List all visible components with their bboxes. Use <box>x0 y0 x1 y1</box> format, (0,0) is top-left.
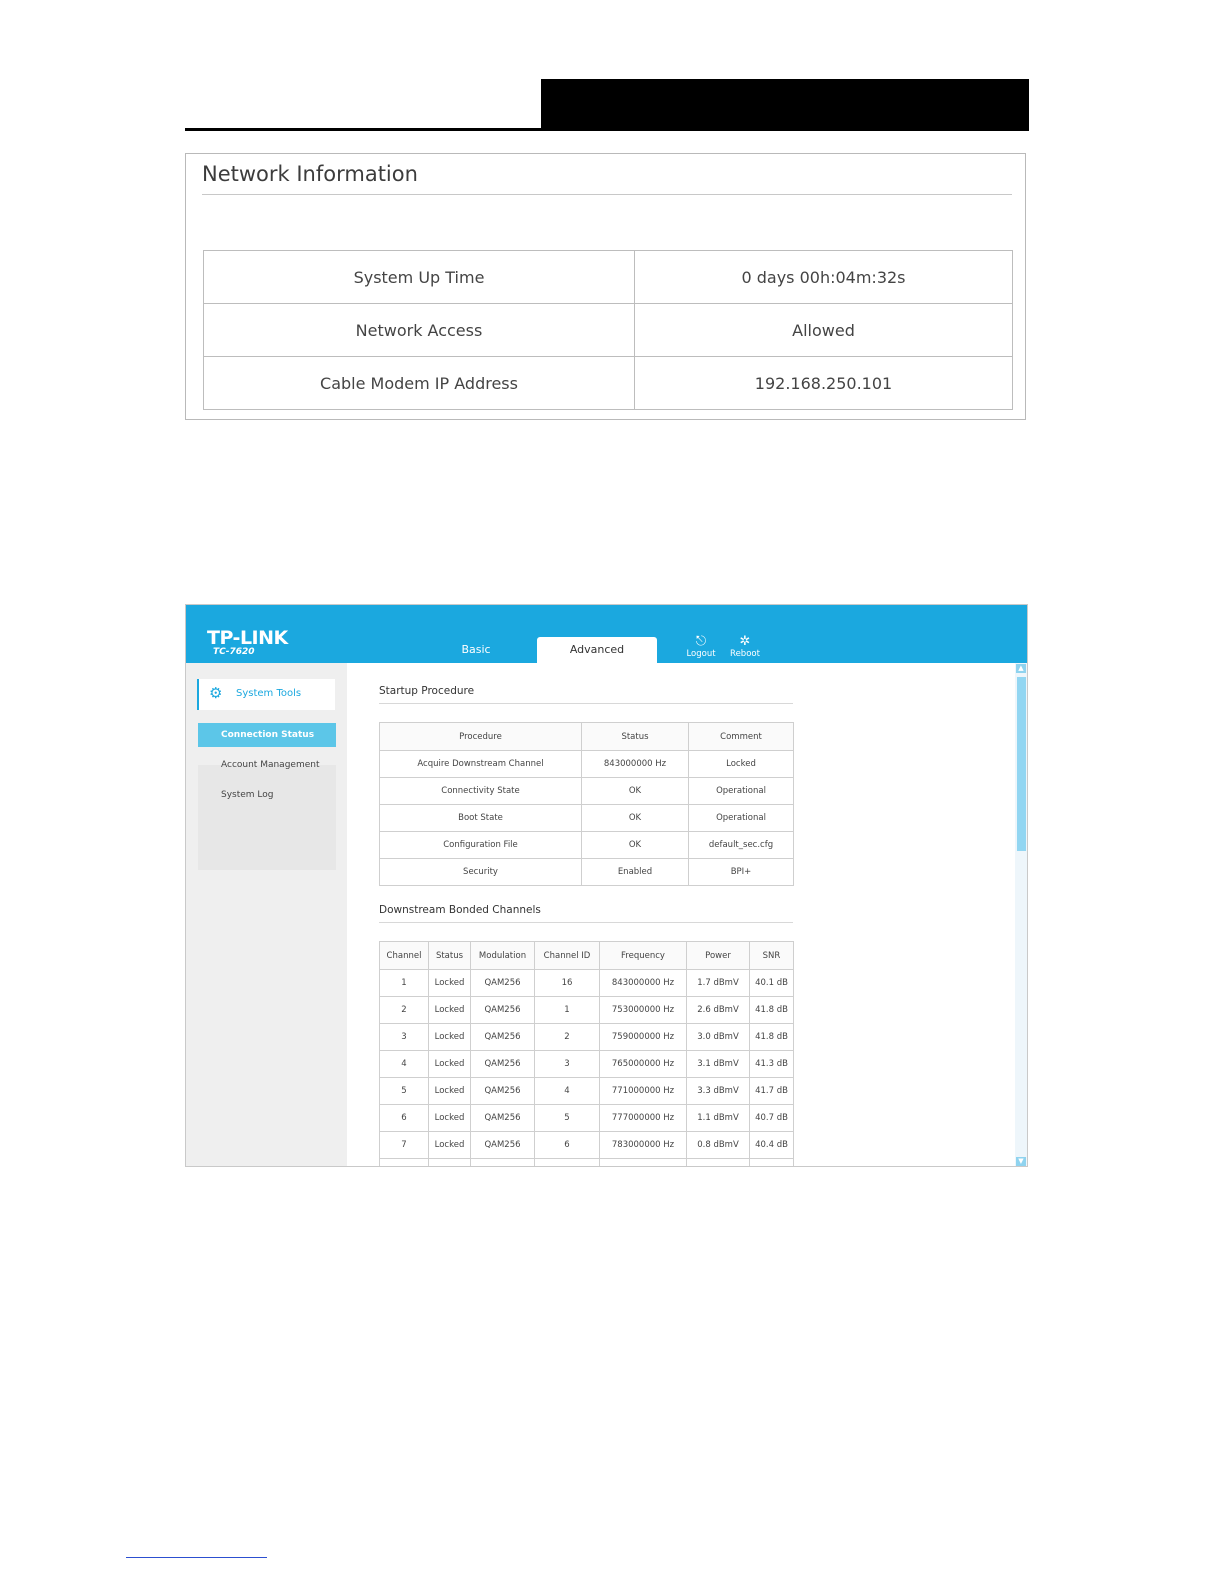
scroll-down-icon[interactable]: ▼ <box>1016 1157 1026 1166</box>
table-row <box>380 1078 794 1105</box>
table-cell: 843000000 Hz <box>582 751 689 778</box>
row-label: System Up Time <box>204 251 635 304</box>
downstream-channels-table <box>379 941 794 1167</box>
table-cell: 41.7 dB <box>750 1078 794 1105</box>
table-cell: 41.8 dB <box>750 997 794 1024</box>
table-cell: Locked <box>429 1078 471 1105</box>
table-cell: Locked <box>429 997 471 1024</box>
table-cell: 6 <box>380 1105 429 1132</box>
reboot-label: Reboot <box>730 649 760 659</box>
logout-icon: ⎋ <box>695 634 707 649</box>
table-cell: 40.7 dB <box>750 1105 794 1132</box>
row-value: 192.168.250.101 <box>635 357 1013 410</box>
main-content <box>347 663 1015 1167</box>
title-divider <box>202 194 1012 195</box>
table-cell: 40.1 dB <box>750 970 794 997</box>
table-cell: QAM256 <box>471 970 535 997</box>
table-cell: 7 <box>380 1132 429 1159</box>
table-cell: 765000000 Hz <box>600 1051 687 1078</box>
column-header: Channel ID <box>535 942 600 970</box>
sidebar-submenu <box>198 765 336 870</box>
table-row <box>380 832 794 859</box>
table-row <box>380 859 794 886</box>
table-cell: Security <box>380 859 582 886</box>
gear-icon: ⚙ <box>209 684 223 702</box>
table-cell: 1 <box>535 997 600 1024</box>
table-cell: 1.1 dBmV <box>687 1105 750 1132</box>
table-cell: Operational <box>689 805 794 832</box>
section-divider <box>379 703 793 704</box>
column-header: Status <box>429 942 471 970</box>
logout-label: Logout <box>686 649 716 659</box>
sidebar-item-connection-status[interactable]: Connection Status <box>198 723 336 747</box>
column-header: Power <box>687 942 750 970</box>
table-cell: Acquire Downstream Channel <box>380 751 582 778</box>
table-cell: 3.1 dBmV <box>687 1051 750 1078</box>
table-row <box>380 1132 794 1159</box>
table-cell: 1 <box>380 970 429 997</box>
table-cell: OK <box>582 778 689 805</box>
table-cell: Connectivity State <box>380 778 582 805</box>
table-row <box>380 805 794 832</box>
table-row <box>380 970 794 997</box>
header-rule <box>185 128 541 131</box>
startup-procedure-table <box>379 722 794 886</box>
table-row <box>380 778 794 805</box>
row-value: Allowed <box>635 304 1013 357</box>
column-header: SNR <box>750 942 794 970</box>
router-ui-screenshot <box>185 604 1028 1167</box>
column-header: Procedure <box>380 723 582 751</box>
table-cell: 41.8 dB <box>750 1024 794 1051</box>
table-row <box>204 357 1013 410</box>
tab-basic[interactable]: Basic <box>461 643 491 656</box>
top-bar <box>186 605 1027 663</box>
logout-button[interactable] <box>681 635 721 659</box>
table-cell: QAM256 <box>471 997 535 1024</box>
table-cell: QAM256 <box>471 1105 535 1132</box>
row-label: Cable Modem IP Address <box>204 357 635 410</box>
tab-advanced[interactable]: Advanced <box>537 637 657 663</box>
table-cell: QAM256 <box>471 1024 535 1051</box>
table-header-row <box>380 723 794 751</box>
column-header: Status <box>582 723 689 751</box>
table-row <box>380 1024 794 1051</box>
table-cell: 2.6 dBmV <box>687 997 750 1024</box>
table-cell: 777000000 Hz <box>600 1105 687 1132</box>
table-row <box>204 304 1013 357</box>
footer-link-underline <box>126 1557 267 1558</box>
table-cell: 4 <box>535 1078 600 1105</box>
table-cell: OK <box>582 832 689 859</box>
model-label: TC-7620 <box>213 647 255 657</box>
vertical-scrollbar[interactable] <box>1015 663 1027 1167</box>
table-cell: 843000000 Hz <box>600 970 687 997</box>
network-info-table <box>203 250 1013 410</box>
table-row <box>204 251 1013 304</box>
row-label: Network Access <box>204 304 635 357</box>
header-black-bar <box>541 79 1029 131</box>
table-cell: Boot State <box>380 805 582 832</box>
table-cell: 759000000 Hz <box>600 1024 687 1051</box>
table-cell: Enabled <box>582 859 689 886</box>
table-cell: Locked <box>429 1024 471 1051</box>
scroll-up-icon[interactable]: ▲ <box>1016 664 1026 673</box>
table-cell: 1.7 dBmV <box>687 970 750 997</box>
table-cell: 40.4 dB <box>750 1132 794 1159</box>
table-cell: QAM256 <box>471 1078 535 1105</box>
table-cell: 771000000 Hz <box>600 1078 687 1105</box>
panel-title: Network Information <box>202 162 418 186</box>
table-cell: OK <box>582 805 689 832</box>
table-cell: Locked <box>689 751 794 778</box>
table-cell: QAM256 <box>471 1132 535 1159</box>
table-row <box>380 1105 794 1132</box>
table-cell: Locked <box>429 1132 471 1159</box>
sidebar <box>186 663 347 1167</box>
table-cell: 5 <box>380 1078 429 1105</box>
sidebar-item-system-log[interactable]: System Log <box>221 790 274 800</box>
scrollbar-thumb[interactable] <box>1017 677 1026 851</box>
column-header: Frequency <box>600 942 687 970</box>
row-value: 0 days 00h:04m:32s <box>635 251 1013 304</box>
table-cell: 3 <box>380 1024 429 1051</box>
table-cell: Locked <box>429 1051 471 1078</box>
table-cell: QAM256 <box>471 1051 535 1078</box>
sidebar-item-account-management[interactable]: Account Management <box>221 760 320 770</box>
table-row <box>380 997 794 1024</box>
table-cell: 0.8 dBmV <box>687 1132 750 1159</box>
table-cell: Locked <box>429 1105 471 1132</box>
table-row <box>380 751 794 778</box>
table-cell: Operational <box>689 778 794 805</box>
table-cell: 4 <box>380 1051 429 1078</box>
table-cell: 6 <box>535 1132 600 1159</box>
column-header: Channel <box>380 942 429 970</box>
sidebar-header-label: System Tools <box>236 688 302 699</box>
table-row-partial <box>380 1159 794 1168</box>
table-header-row <box>380 942 794 970</box>
table-cell: 3 <box>535 1051 600 1078</box>
reboot-button[interactable] <box>725 635 765 659</box>
table-cell: 41.3 dB <box>750 1051 794 1078</box>
column-header: Comment <box>689 723 794 751</box>
sidebar-header-system-tools[interactable] <box>197 679 335 710</box>
reboot-icon: ✲ <box>739 634 751 649</box>
table-cell: 783000000 Hz <box>600 1132 687 1159</box>
table-cell: 3.3 dBmV <box>687 1078 750 1105</box>
table-cell: default_sec.cfg <box>689 832 794 859</box>
table-cell: Locked <box>429 970 471 997</box>
table-cell: 753000000 Hz <box>600 997 687 1024</box>
table-cell: 16 <box>535 970 600 997</box>
downstream-bonded-channels-title: Downstream Bonded Channels <box>379 904 541 916</box>
table-cell: 5 <box>535 1105 600 1132</box>
table-cell: 2 <box>535 1024 600 1051</box>
table-cell: BPI+ <box>689 859 794 886</box>
network-information-panel <box>185 153 1026 420</box>
startup-procedure-title: Startup Procedure <box>379 685 475 697</box>
column-header: Modulation <box>471 942 535 970</box>
section-divider <box>379 922 793 923</box>
table-cell: Configuration File <box>380 832 582 859</box>
brand-logo: TP-LINK <box>207 627 288 649</box>
table-cell: 3.0 dBmV <box>687 1024 750 1051</box>
table-row <box>380 1051 794 1078</box>
table-cell: 2 <box>380 997 429 1024</box>
